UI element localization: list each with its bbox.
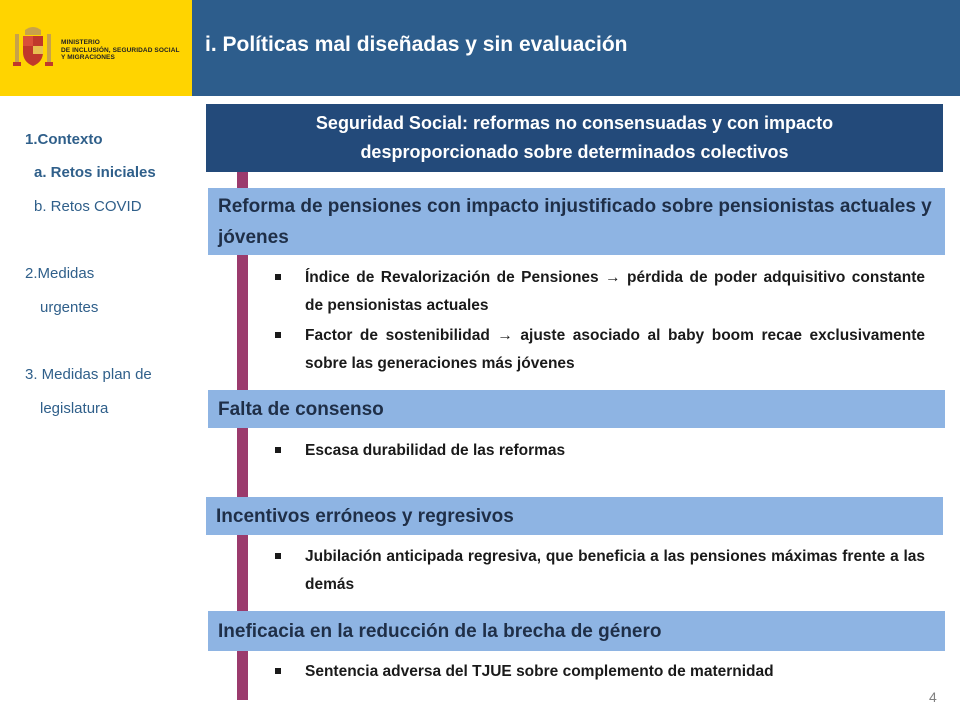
ministry-line-3: Y MIGRACIONES — [61, 54, 115, 61]
nav-item-legislatura[interactable]: legislatura — [40, 400, 109, 417]
ministry-line-2: DE INCLUSIÓN, SEGURIDAD SOCIAL — [61, 46, 180, 54]
bullet-item — [275, 437, 925, 465]
nav-item-urgentes[interactable]: urgentes — [40, 299, 99, 316]
bullet-square-icon — [275, 668, 281, 674]
bullet-square-icon — [275, 447, 281, 453]
section-reforma-pensiones — [208, 188, 945, 255]
section-falta-consenso — [208, 390, 945, 428]
bullet-item — [275, 264, 925, 320]
main-heading-box — [206, 104, 943, 172]
slide-title: i. Políticas mal diseñadas y sin evaluación — [205, 33, 628, 56]
nav-item-medidas[interactable]: 2.Medidas — [25, 265, 95, 282]
logo-area — [0, 0, 192, 96]
nav-item-retos-covid[interactable]: b. Retos COVID — [34, 198, 142, 215]
section-title: Incentivos erróneos y regresivos — [216, 505, 514, 527]
section-brecha-genero — [208, 611, 945, 651]
title-bar — [192, 0, 960, 96]
sidebar-nav — [0, 96, 200, 720]
nav-item-retos-iniciales[interactable]: a. Retos iniciales — [34, 164, 156, 181]
ministry-line-1: MINISTERIO — [61, 39, 100, 46]
bullet-text: Escasa durabilidad de las reformas — [305, 442, 566, 459]
heading-line-1: Seguridad Social: reformas no consensuadas y con impacto — [315, 113, 834, 133]
ministry-name — [61, 39, 180, 62]
bullet-square-icon — [275, 553, 281, 559]
nav-item-medidas-plan[interactable]: 3. Medidas plan de — [25, 366, 152, 383]
section-title: Reforma de pensiones con impacto injustificado sobre pensionistas actuales y jóvenes — [218, 195, 932, 248]
bullet-text: Índice de Revalorización de Pensiones → pérdida de poder adquisitivo constante de pensionistas actuales — [305, 269, 925, 314]
nav-item-contexto[interactable]: 1.Contexto — [25, 131, 103, 148]
section-title: Falta de consenso — [218, 398, 384, 420]
bullet-item — [275, 658, 925, 686]
section-title: Ineficacia en la reducción de la brecha de género — [218, 620, 662, 642]
bullet-text: Factor de sostenibilidad → ajuste asociado al baby boom recae exclusivamente sobre las generaciones más jóvenes — [305, 327, 925, 372]
coat-of-arms-icon — [11, 26, 55, 72]
bullet-text: Sentencia adversa del TJUE sobre complemento de maternidad — [305, 663, 774, 680]
bullet-item — [275, 543, 925, 599]
section-incentivos — [206, 497, 943, 535]
heading-line-2: desproporcionado sobre determinados colectivos — [360, 142, 789, 162]
bullet-item — [275, 322, 925, 378]
bullet-text: Jubilación anticipada regresiva, que beneficia a las pensiones máximas frente a las demás — [305, 548, 925, 593]
bullet-square-icon — [275, 274, 281, 280]
page-number: 4 — [929, 689, 937, 705]
bullet-square-icon — [275, 332, 281, 338]
